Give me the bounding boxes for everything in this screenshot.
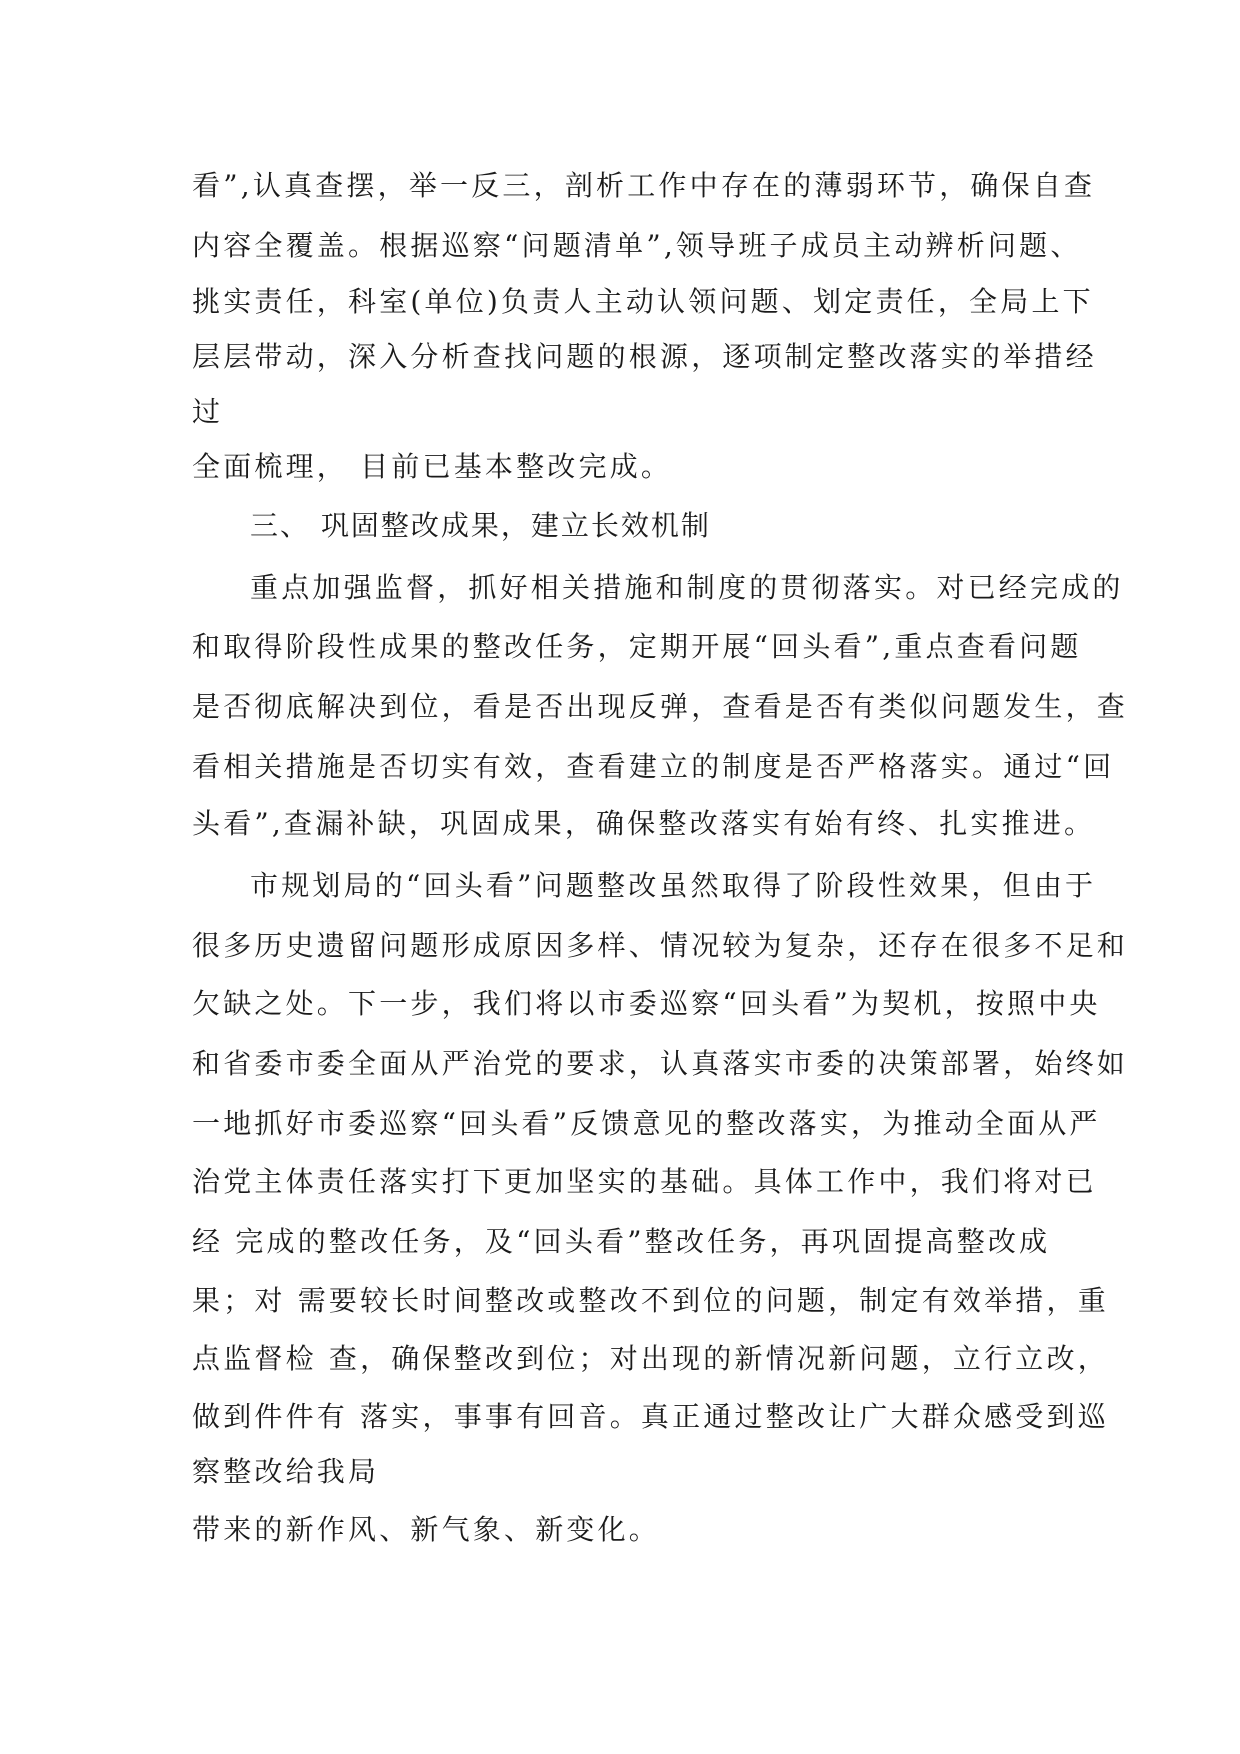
paragraph-line: 治党主体责任落实打下更加坚实的基础。具体工作中，我们将对已 <box>192 1165 1097 1198</box>
paragraph-line: 一地抓好市委巡察“回头看”反馈意见的整改落实，为推动全面从严 <box>192 1107 1101 1140</box>
paragraph-line: 点监督检 查，确保整改到位；对出现的新情况新问题，立行立改， <box>192 1342 1109 1375</box>
paragraph-line: 市规划局的“回头看”问题整改虽然取得了阶段性效果，但由于 <box>250 869 1097 902</box>
paragraph-line: 果；对 需要较长时间整改或整改不到位的问题，制定有效举措，重 <box>192 1284 1109 1317</box>
paragraph-line: 经 完成的整改任务，及“回头看”整改任务，再巩固提高整改成 <box>192 1225 1051 1258</box>
paragraph-line: 过 <box>192 395 224 428</box>
paragraph-line: 内容全覆盖。根据巡察“问题清单”,领导班子成员主动辨析问题、 <box>192 229 1082 262</box>
paragraph-line: 和省委市委全面从严治党的要求，认真落实市委的决策部署，始终如 <box>192 1047 1129 1080</box>
paragraph-line: 层层带动，深入分析查找问题的根源，逐项制定整改落实的举措经 <box>192 340 1097 373</box>
paragraph-line: 看”,认真查摆，举一反三，剖析工作中存在的薄弱环节，确保自查 <box>192 169 1096 202</box>
paragraph-line: 看相关措施是否切实有效，查看建立的制度是否严格落实。通过“回 <box>192 750 1115 783</box>
paragraph-line: 挑实责任，科室(单位)负责人主动认领问题、划定责任，全局上下 <box>192 285 1094 318</box>
paragraph-line: 重点加强监督，抓好相关措施和制度的贯彻落实。对已经完成的 <box>250 571 1124 604</box>
paragraph-line: 做到件件有 落实，事事有回音。真正通过整改让广大群众感受到巡 <box>192 1400 1109 1433</box>
paragraph-line: 察整改给我局 <box>192 1455 380 1488</box>
paragraph-line: 欠缺之处。下一步，我们将以市委巡察“回头看”为契机，按照中央 <box>192 987 1101 1020</box>
paragraph-line: 全面梳理， 目前已基本整改完成。 <box>192 450 673 483</box>
paragraph-line: 和取得阶段性成果的整改任务，定期开展“回头看”,重点查看问题 <box>192 630 1082 663</box>
paragraph-line: 很多历史遗留问题形成原因多样、情况较为复杂，还存在很多不足和 <box>192 929 1129 962</box>
paragraph-line: 带来的新作风、新气象、新变化。 <box>192 1513 661 1546</box>
paragraph-line: 头看”,查漏补缺，巩固成果，确保整改落实有始有终、扎实推进。 <box>192 807 1096 840</box>
section-heading: 三、 巩固整改成果，建立长效机制 <box>250 509 711 542</box>
paragraph-line: 是否彻底解决到位，看是否出现反弹，查看是否有类似问题发生，查 <box>192 690 1129 723</box>
